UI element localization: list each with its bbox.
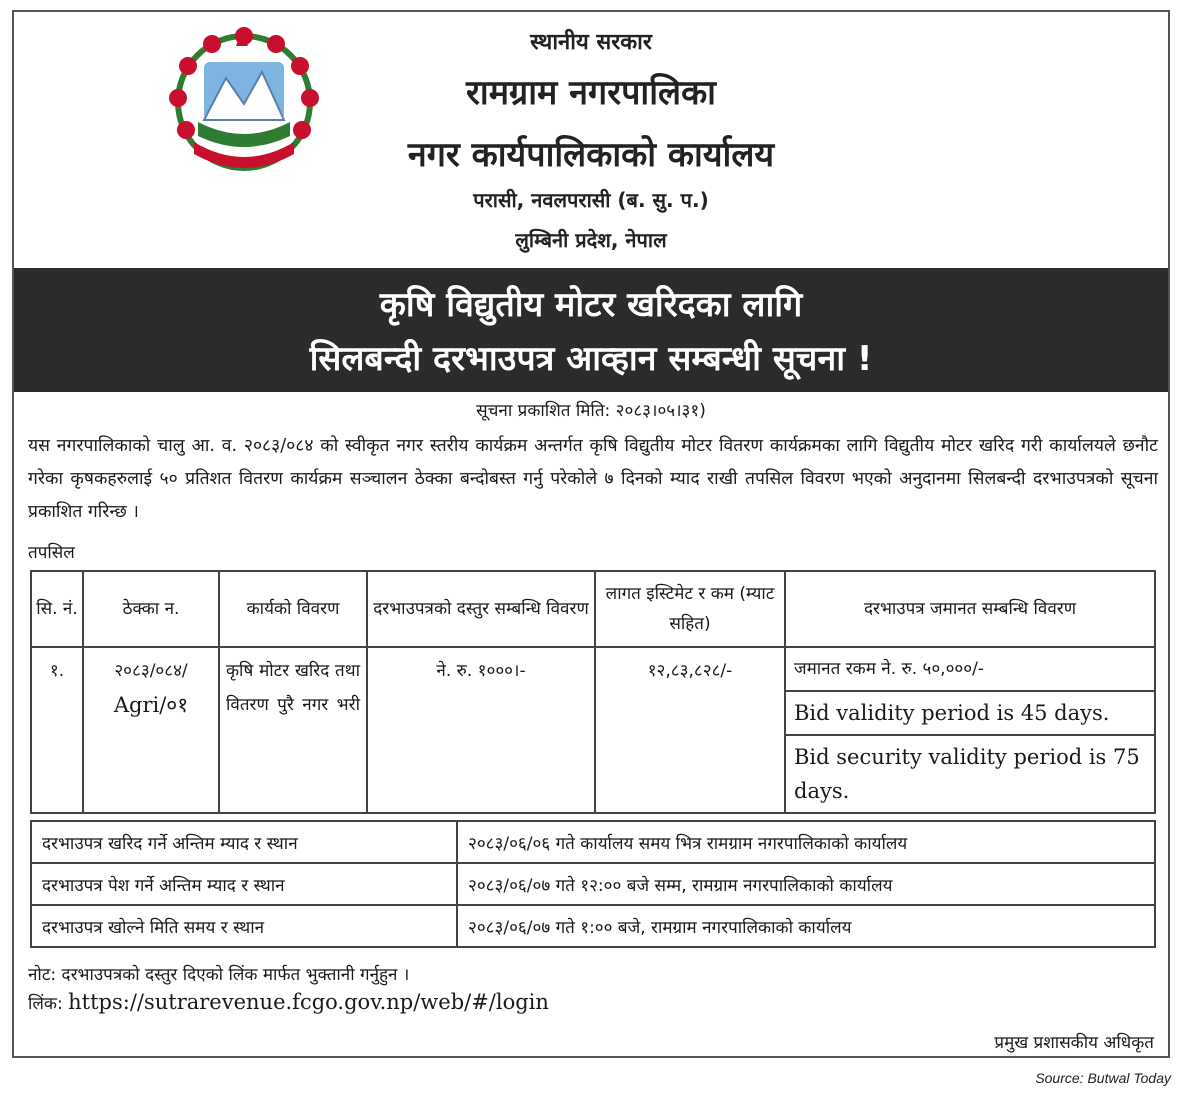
deadline-label: दरभाउपत्र पेश गर्ने अन्तिम म्याद र स्थान <box>31 863 457 905</box>
intro-paragraph: यस नगरपालिकाको चालु आ. व. २०८३/०८४ को स्वीकृत नगर स्तरीय कार्यक्रम अन्तर्गत कृषि विद्युतीय मोटर वितरण कार्यक्रमका लागि विद्युतीय मोटर खरिद गरी कार्यालयले छनौट गरेका कृषकहरुलाई ५० प्रतिशत वितरण कार्यक्रम सञ्चालन ठेक्का बन्दोबस्त गर्नु परेकोले ७ दिनको म्याद राखी तपसिल विवरण भएको अनुदानमा सिलबन्दी दरभाउपत्रको सूचना प्रकाशित गरिन्छ । <box>28 436 1158 522</box>
province-label: लुम्बिनी प्रदेश, नेपाल <box>515 228 667 252</box>
deadline-label: दरभाउपत्र खोल्ने मिति समय र स्थान <box>31 905 457 947</box>
deadline-value: २०८३/०६/०७ गते १:०० बजे, रामग्राम नगरपालिकाको कार्यालय <box>457 905 1155 947</box>
cell-contract-no <box>83 647 219 813</box>
table-row <box>31 863 1155 905</box>
deadline-label: दरभाउपत्र खरिद गर्ने अन्तिम म्याद र स्थान <box>31 821 457 863</box>
municipality-name: रामग्राम नगरपालिका <box>465 73 716 113</box>
cell-work-desc: कृषि मोटर खरिद तथा वितरण पुरै नगर भरी <box>219 647 367 813</box>
banner-line-2: सिलबन्दी दरभाउपत्र आव्हान सम्बन्धी सूचना ! <box>309 339 873 379</box>
header-security: दरभाउपत्र जमानत सम्बन्धि विवरण <box>785 571 1155 647</box>
banner-line-1: कृषि विद्युतीय मोटर खरिदका लागि <box>379 285 803 325</box>
cell-estimate: १२,८३,८२८/- <box>595 647 785 813</box>
cell-security <box>785 647 1155 813</box>
cell-fee: ने. रु. १०००।- <box>367 647 595 813</box>
publication-date: सूचना प्रकाशित मिति: २०८३।०५।३१) <box>476 401 706 421</box>
source-credit: Source: Butwal Today <box>1035 1070 1171 1086</box>
deadline-value: २०८३/०६/०७ गते १२:०० बजे सम्म, रामग्राम नगरपालिकाको कार्यालय <box>457 863 1155 905</box>
header-sn: सि. नं. <box>31 571 83 647</box>
payment-link[interactable]: https://sutrarevenue.fcgo.gov.np/web/#/login <box>68 990 549 1014</box>
contract-no-line-2: Agri/०१ <box>113 693 189 717</box>
contract-no-line-1: २०८३/०८४/ <box>114 661 188 681</box>
bid-validity: Bid validity period is 45 days. <box>786 692 1154 736</box>
deadline-value: २०८३/०६/०६ गते कार्यालय समय भित्र रामग्राम नगरपालिकाको कार्यालय <box>457 821 1155 863</box>
contract-table <box>30 570 1156 814</box>
office-name: नगर कार्यपालिकाको कार्यालय <box>407 135 775 175</box>
table-row <box>31 821 1155 863</box>
office-address: परासी, नवलपरासी (ब. सु. प.) <box>473 188 709 212</box>
signatory-title: प्रमुख प्रशासकीय अधिकृत <box>994 1033 1154 1053</box>
header-contract-no: ठेक्का न. <box>83 571 219 647</box>
table-header-row <box>31 571 1155 647</box>
header-work-desc: कार्यको विवरण <box>219 571 367 647</box>
payment-link-line <box>28 990 549 1014</box>
bid-security-validity: Bid security validity period is 75 days. <box>794 745 1140 803</box>
link-label: लिंक: <box>28 994 63 1014</box>
header-fee: दरभाउपत्रको दस्तुर सम्बन्धि विवरण <box>367 571 595 647</box>
cell-sn: १. <box>31 647 83 813</box>
security-amount: जमानत रकम ने. रु. ५०,०००/- <box>786 648 1154 692</box>
header-estimate: लागत इस्टिमेट र कम (म्याट सहित) <box>595 571 785 647</box>
local-government-label: स्थानीय सरकार <box>530 30 652 55</box>
table-row <box>31 647 1155 813</box>
deadline-table <box>30 820 1156 948</box>
notice-document <box>12 10 1170 1058</box>
table-row <box>31 905 1155 947</box>
payment-note: नोट: दरभाउपत्रको दस्तुर दिएको लिंक मार्फत भुक्तानी गर्नुहुन । <box>28 965 410 985</box>
details-label: तपसिल <box>28 543 75 563</box>
notice-title-banner <box>14 268 1168 392</box>
